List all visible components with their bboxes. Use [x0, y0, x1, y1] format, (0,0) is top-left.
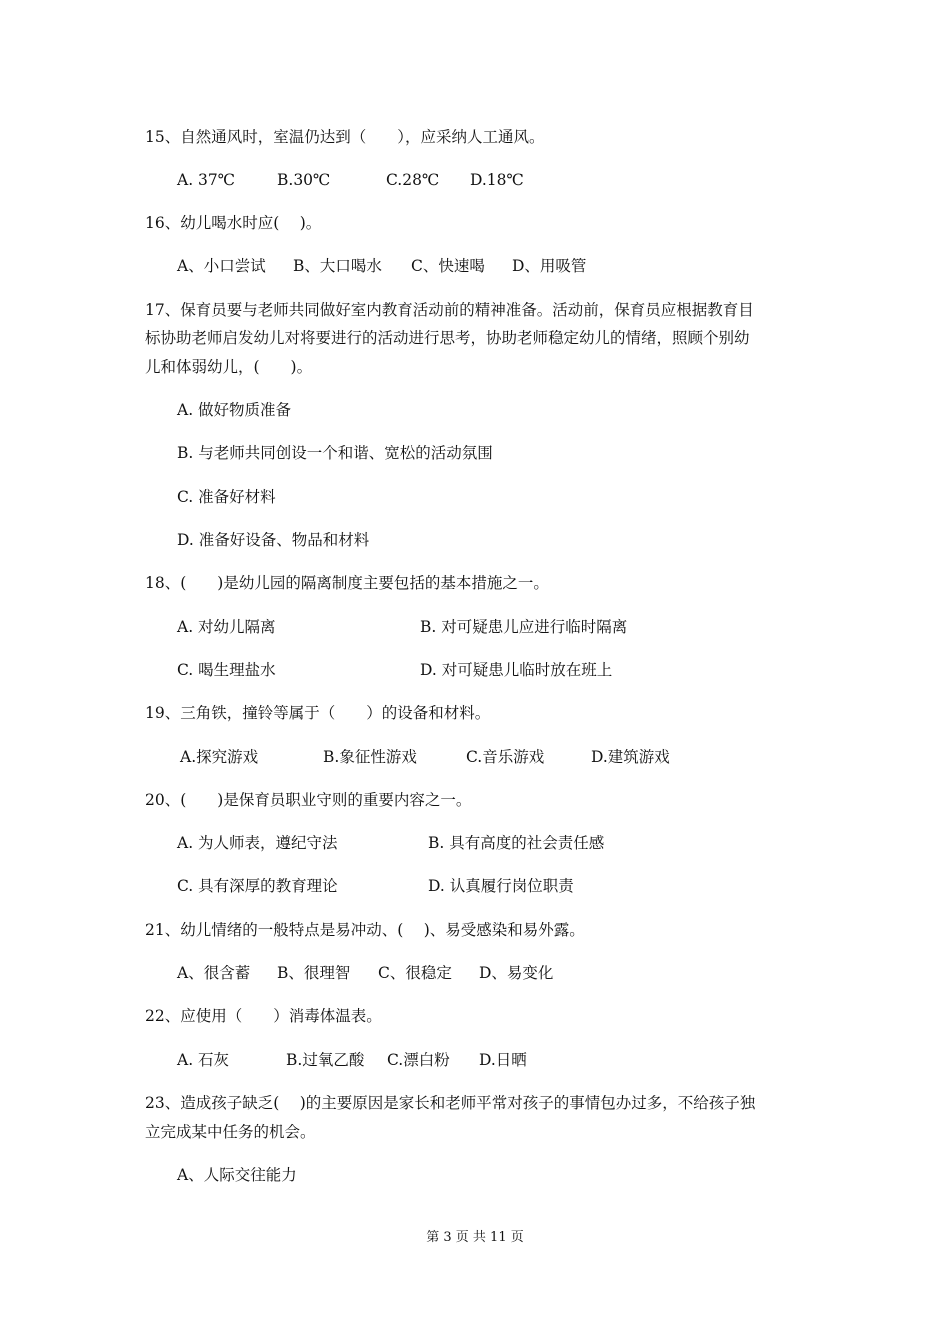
option-c: C. 准备好材料 — [177, 488, 276, 506]
question-stem: 16、幼儿喝水时应( )。 — [145, 214, 322, 232]
question-stem-line: 23、造成孩子缺乏( )的主要原因是家长和老师平常对孩子的事情包办过多，不给孩子独 — [145, 1094, 756, 1112]
option-a: A. 为人师表，遵纪守法 — [177, 834, 338, 852]
question-stem: 19、三角铁，撞铃等属于（ ）的设备和材料。 — [145, 704, 491, 722]
question-stem-line: 儿和体弱幼儿，( )。 — [145, 358, 313, 376]
option-c: C、快速喝 — [411, 257, 485, 275]
page-footer: 第 3 页 共 11 页 — [426, 1230, 524, 1245]
option-c: C、很稳定 — [378, 964, 452, 982]
option-d: D. 认真履行岗位职责 — [428, 877, 574, 895]
question-stem-line: 标协助老师启发幼儿对将要进行的活动进行思考，协助老师稳定幼儿的情绪，照顾个别幼 — [145, 329, 750, 347]
option-b: B.过氧乙酸 — [286, 1051, 365, 1069]
option-d: D. 准备好设备、物品和材料 — [177, 531, 370, 549]
question-stem: 18、( )是幼儿园的隔离制度主要包括的基本措施之一。 — [145, 574, 549, 592]
option-c: C.音乐游戏 — [466, 748, 545, 766]
option-a: A、人际交往能力 — [177, 1166, 297, 1184]
option-c: C.漂白粉 — [387, 1051, 450, 1069]
option-c: C. 喝生理盐水 — [177, 661, 276, 679]
option-d: D.建筑游戏 — [591, 748, 670, 766]
option-b: B.30℃ — [277, 171, 331, 189]
option-a: A. 37℃ — [177, 171, 236, 189]
option-a: A. 石灰 — [177, 1051, 230, 1069]
question-stem: 22、应使用（ ）消毒体温表。 — [145, 1007, 382, 1025]
option-c: C.28℃ — [386, 171, 440, 189]
option-a: A.探究游戏 — [180, 748, 259, 766]
question-stem: 21、幼儿情绪的一般特点是易冲动、( )、易受感染和易外露。 — [145, 921, 585, 939]
option-d: D.日晒 — [479, 1051, 527, 1069]
option-b: B. 对可疑患儿应进行临时隔离 — [420, 618, 628, 636]
option-b: B. 具有高度的社会责任感 — [428, 834, 605, 852]
question-stem-line: 立完成某中任务的机会。 — [145, 1123, 316, 1141]
option-c: C. 具有深厚的教育理论 — [177, 877, 338, 895]
option-d: D.18℃ — [470, 171, 524, 189]
option-b: B.象征性游戏 — [323, 748, 417, 766]
option-d: D. 对可疑患儿临时放在班上 — [420, 661, 613, 679]
option-b: B. 与老师共同创设一个和谐、宽松的活动氛围 — [177, 444, 493, 462]
option-a: A. 做好物质准备 — [177, 401, 292, 419]
question-stem: 20、( )是保育员职业守则的重要内容之一。 — [145, 791, 472, 809]
option-a: A. 对幼儿隔离 — [177, 618, 276, 636]
option-a: A、很含蓄 — [177, 964, 251, 982]
question-stem-line: 17、保育员要与老师共同做好室内教育活动前的精神准备。活动前，保育员应根据教育目 — [145, 301, 754, 319]
option-d: D、用吸管 — [512, 257, 587, 275]
option-a: A、小口尝试 — [177, 257, 266, 275]
option-d: D、易变化 — [479, 964, 554, 982]
question-stem: 15、自然通风时，室温仍达到（ ），应采纳人工通风。 — [145, 128, 545, 146]
option-b: B、大口喝水 — [293, 257, 382, 275]
option-b: B、很理智 — [277, 964, 351, 982]
